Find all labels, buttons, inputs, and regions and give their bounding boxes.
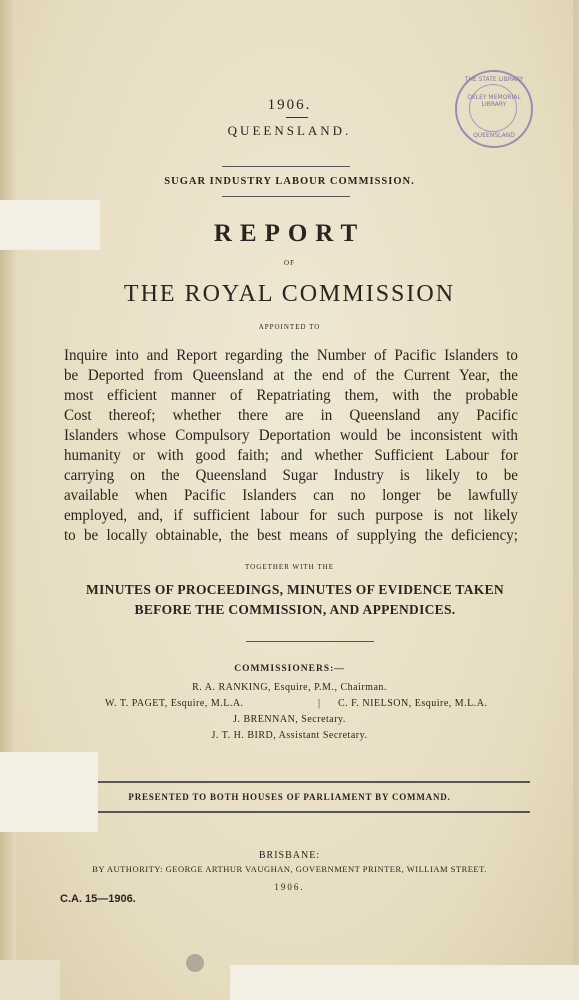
together-with: TOGETHER WITH THE <box>245 563 334 571</box>
paper-tear <box>0 960 60 1000</box>
terms-line: employed, and, if sufficient labour for such purpose is not likely <box>64 507 518 524</box>
terms-of-reference <box>64 346 518 546</box>
imprint-authority: BY AUTHORITY: GEORGE ARTHUR VAUGHAN, GOVERNMENT PRINTER, WILLIAM STREET. <box>92 864 487 874</box>
commissioner-separator: | <box>318 698 321 709</box>
commissioners-heading: COMMISSIONERS:— <box>234 664 345 674</box>
terms-line: be Deported from Queensland at the end of the Current Year, the <box>64 367 518 384</box>
commission-name: SUGAR INDUSTRY LABOUR COMMISSION. <box>164 176 415 187</box>
title-of: OF <box>284 259 295 267</box>
secretary-line: J. BRENNAN, Secretary. <box>233 714 346 725</box>
terms-line: available when Pacific Islanders can no longer be lawfully <box>64 487 518 504</box>
header-state: QUEENSLAND. <box>227 123 352 138</box>
imprint-year: 1906. <box>274 882 305 892</box>
appointed-to: APPOINTED TO <box>258 323 321 331</box>
paper-tear <box>230 965 579 1000</box>
stamp-ring-top: THE STATE LIBRARY <box>464 76 524 83</box>
terms-line: Cost thereof; whether there are in Queensland any Pacific <box>64 407 518 424</box>
stamp-ring-bottom: QUEENSLAND <box>473 132 515 139</box>
rule-bottom <box>98 811 530 813</box>
divider <box>222 166 350 167</box>
terms-line: carrying on the Queensland Sugar Industry is likely to be <box>64 467 518 484</box>
chairman-line: R. A. RANKING, Esquire, P.M., Chairman. <box>192 682 387 693</box>
royal-commission-title: THE ROYAL COMMISSION <box>123 281 456 307</box>
terms-line: Islanders whose Compulsory Deportation would be inconsistent with <box>64 427 518 444</box>
terms-line: most efficient manner of Repatriating them, with the probable <box>64 387 518 404</box>
minutes-line-1: MINUTES OF PROCEEDINGS, MINUTES OF EVIDENCE TAKEN <box>86 582 504 597</box>
assistant-secretary-line: J. T. H. BIRD, Assistant Secretary. <box>211 730 368 741</box>
terms-line: humanity or with good faith; and whether Sufficient Labour for <box>64 447 518 464</box>
header-year: 1906. <box>267 97 312 113</box>
divider <box>222 196 350 197</box>
commissioner-nielson: C. F. NIELSON, Esquire, M.L.A. <box>338 698 488 709</box>
report-title: REPORT <box>213 220 366 247</box>
document-reference: C.A. 15—1906. <box>60 893 136 905</box>
ink-blot <box>186 954 204 972</box>
minutes-heading <box>60 580 530 620</box>
presented-notice: PRESENTED TO BOTH HOUSES OF PARLIAMENT BY COMMAND. <box>128 792 451 802</box>
commissioner-paget: W. T. PAGET, Esquire, M.L.A. <box>105 698 244 709</box>
terms-line: to be locally obtainable, the best means of supplying the deficiency; <box>64 527 518 544</box>
terms-line: Inquire into and Report regarding the Number of Pacific Islanders to <box>64 347 518 364</box>
imprint-place: BRISBANE: <box>258 850 321 861</box>
stamp-center: OXLEY MEMORIAL LIBRARY <box>467 94 521 108</box>
year-rule <box>286 117 308 118</box>
divider <box>246 641 374 642</box>
rule-top <box>98 781 530 783</box>
minutes-line-2: BEFORE THE COMMISSION, AND APPENDICES. <box>134 602 456 617</box>
